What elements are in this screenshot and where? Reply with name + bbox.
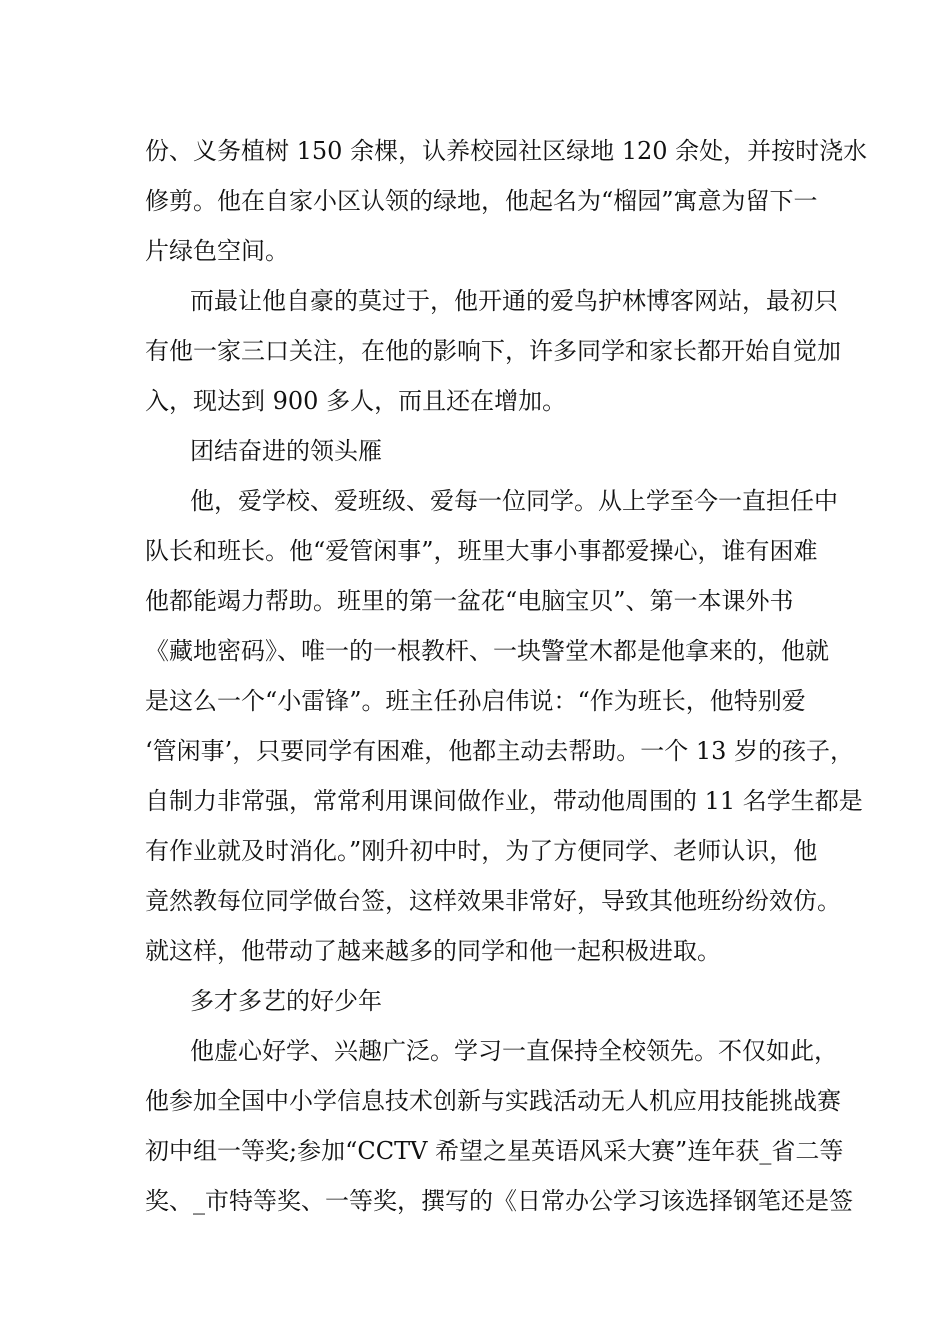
text-line: 份、义务植树 150 余棵，认养校园社区绿地 120 余处，并按时浇水 — [145, 137, 868, 165]
text-line: 初中组一等奖;参加“CCTV 希望之星英语风采大赛”连年获_省二等 — [145, 1137, 844, 1165]
section-heading: 团结奋进的领头雁 — [190, 437, 382, 465]
text-line: 是这么一个“小雷锋”。班主任孙启伟说：“作为班长，他特别爱 — [145, 687, 806, 715]
text-line: 队长和班长。他“爱管闲事”，班里大事小事都爱操心，谁有困难 — [145, 537, 818, 565]
text-line: 就这样，他带动了越来越多的同学和他一起积极进取。 — [145, 937, 721, 965]
text-line: 入，现达到 900 多人，而且还在增加。 — [145, 387, 567, 415]
text-line: 有作业就及时消化。”刚升初中时，为了方便同学、老师认识，他 — [145, 837, 818, 865]
text-line: 自制力非常强，常常利用课间做作业，带动他周围的 11 名学生都是 — [145, 787, 863, 815]
section-heading: 多才多艺的好少年 — [190, 987, 382, 1015]
paragraph-first-line: 他，爱学校、爱班级、爱每一位同学。从上学至今一直担任中 — [190, 487, 838, 515]
text-line: 《藏地密码》、唯一的一根教杆、一块警堂木都是他拿来的，他就 — [145, 637, 829, 665]
paragraph-first-line: 他虚心好学、兴趣广泛。学习一直保持全校领先。不仅如此， — [190, 1037, 838, 1065]
text-line: 竟然教每位同学做台签，这样效果非常好，导致其他班纷纷效仿。 — [145, 887, 841, 915]
text-line: 有他一家三口关注，在他的影响下，许多同学和家长都开始自觉加 — [145, 337, 841, 365]
text-line: ‘管闲事’，只要同学有困难，他都主动去帮助。一个 13 岁的孩子， — [145, 737, 855, 765]
text-line: 他参加全国中小学信息技术创新与实践活动无人机应用技能挑战赛 — [145, 1087, 841, 1115]
paragraph-first-line: 而最让他自豪的莫过于，他开通的爱鸟护林博客网站，最初只 — [190, 287, 838, 315]
text-line: 片绿色空间。 — [145, 237, 289, 265]
text-line: 他都能竭力帮助。班里的第一盆花“电脑宝贝”、第一本课外书 — [145, 587, 794, 615]
text-line: 奖、_市特等奖、一等奖，撰写的《日常办公学习该选择钢笔还是签 — [145, 1187, 853, 1215]
text-line: 修剪。他在自家小区认领的绿地，他起名为“榴园”寓意为留下一 — [145, 187, 818, 215]
